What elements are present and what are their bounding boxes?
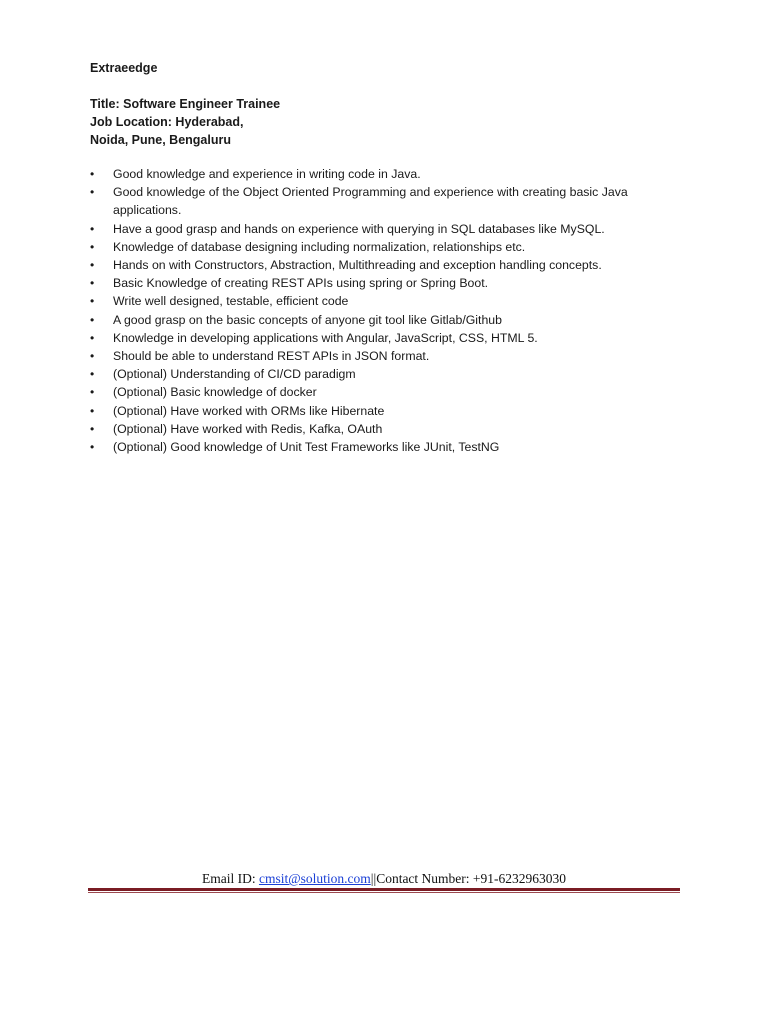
list-item: [90, 365, 670, 383]
company-name: Extraeedge: [90, 61, 158, 75]
bullet-icon: •: [90, 258, 95, 273]
bullet-icon: •: [90, 276, 95, 291]
requirement-text: (Optional) Have worked with Redis, Kafka, OAuth: [113, 421, 383, 436]
bullet-icon: •: [90, 330, 95, 345]
bullet-icon: •: [90, 167, 95, 181]
footer-divider-thin: [88, 892, 680, 893]
requirement-text: Should be able to understand REST APIs in JSON format.: [113, 349, 430, 364]
bullet-icon: •: [90, 440, 95, 455]
job-location-line-2: Noida, Pune, Bengaluru: [90, 133, 231, 147]
requirement-text: Good knowledge and experience in writing code in Java.: [113, 167, 421, 181]
requirement-text: (Optional) Have worked with ORMs like Hibernate: [113, 403, 385, 418]
bullet-icon: •: [90, 403, 95, 418]
bullet-icon: •: [90, 421, 95, 436]
footer-divider: [88, 888, 680, 891]
list-item: [90, 256, 670, 274]
requirement-text: (Optional) Good knowledge of Unit Test Frameworks like JUnit, TestNG: [113, 440, 500, 455]
requirement-text: (Optional) Basic knowledge of docker: [113, 385, 317, 400]
bullet-icon: •: [90, 349, 95, 364]
requirements-list: [90, 165, 670, 456]
list-item: [90, 329, 670, 347]
bullet-icon: •: [90, 385, 95, 400]
list-item: [90, 183, 670, 219]
bullet-icon: •: [90, 294, 95, 309]
list-item: [90, 274, 670, 292]
requirement-text: Have a good grasp and hands on experience with querying in SQL databases like MySQL.: [113, 221, 605, 236]
requirement-text: Good knowledge of the Object Oriented Programming and experience with creating basic Java applications.: [113, 185, 628, 218]
contact-line: [88, 870, 680, 888]
contact-footer: [88, 870, 680, 893]
bullet-icon: •: [90, 221, 95, 236]
requirement-text: Write well designed, testable, efficient code: [113, 294, 349, 309]
requirement-text: Hands on with Constructors, Abstraction, Multithreading and exception handling concepts.: [113, 258, 602, 273]
list-item: [90, 438, 670, 456]
list-item: [90, 383, 670, 401]
bullet-icon: •: [90, 239, 95, 254]
list-item: [90, 420, 670, 438]
list-item: [90, 220, 670, 238]
requirement-text: Knowledge of database designing including normalization, relationships etc.: [113, 239, 526, 254]
list-item: [90, 347, 670, 365]
job-location-line-1: Job Location: Hyderabad,: [90, 115, 244, 129]
bullet-icon: •: [90, 367, 95, 382]
list-item: [90, 165, 670, 183]
email-link[interactable]: cmsit@solution.com: [258, 871, 371, 886]
phone-number: +91-6232963030: [472, 871, 567, 886]
list-item: [90, 238, 670, 256]
list-item: [90, 311, 670, 329]
job-header: [90, 95, 280, 149]
list-item: [90, 402, 670, 420]
email-label: Email ID:: [201, 871, 259, 886]
requirement-text: Knowledge in developing applications with Angular, JavaScript, CSS, HTML 5.: [113, 330, 538, 345]
footer-separator: ||: [370, 871, 377, 886]
bullet-icon: •: [90, 312, 95, 327]
list-item: [90, 292, 670, 310]
requirement-text: A good grasp on the basic concepts of anyone git tool like Gitlab/Github: [113, 312, 502, 327]
requirement-text: (Optional) Understanding of CI/CD paradigm: [113, 367, 356, 382]
job-title: Title: Software Engineer Trainee: [90, 97, 281, 111]
contact-label: Contact Number:: [376, 871, 473, 886]
requirement-text: Basic Knowledge of creating REST APIs using spring or Spring Boot.: [113, 276, 489, 291]
bullet-icon: •: [90, 185, 95, 200]
